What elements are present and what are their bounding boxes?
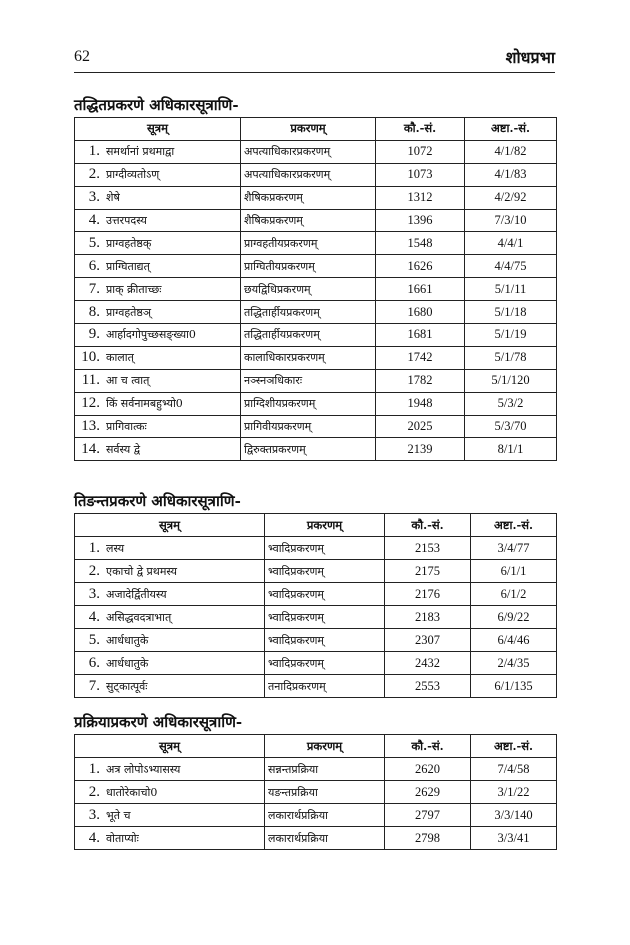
sutra-text: वोताप्योः (106, 831, 139, 845)
table-body (75, 758, 557, 850)
column-prakaranam-header: प्रकरणम् (265, 514, 385, 537)
serial-number: 7. (88, 677, 100, 694)
sutra-cell (75, 324, 241, 347)
ashtadhyayi-reference-cell: 4/1/82 (465, 140, 557, 163)
sutra-text: आर्धधातुके (106, 633, 149, 647)
prakaranam-cell: प्राग्दिशीयप्रकरणम् (241, 392, 376, 415)
serial-number: 11. (81, 372, 100, 389)
ashtadhyayi-reference-cell: 7/3/10 (465, 209, 557, 232)
prakaranam-cell: तद्धितार्हीयप्रकरणम् (241, 324, 376, 347)
kaumudi-number-cell: 2620 (385, 758, 471, 781)
prakaranam-cell: प्राग्वहतीयप्रकरणम् (241, 232, 376, 255)
table-row (75, 758, 557, 781)
kaumudi-number-cell: 1548 (376, 232, 465, 255)
sutra-cell (75, 415, 241, 438)
prakaranam-cell: द्विरुक्तप्रकरणम् (241, 438, 376, 461)
sutra-cell (75, 652, 265, 675)
section-taddhita (74, 95, 556, 461)
sutra-text: प्राग्वहतेष्ठक् (106, 236, 152, 250)
sutra-cell (75, 827, 265, 850)
table-header-row (75, 735, 557, 758)
section-heading: तद्धितप्रकरणे अधिकारसूत्राणि- (74, 96, 239, 114)
serial-number: 1. (88, 539, 100, 556)
kaumudi-number-cell: 2553 (385, 675, 471, 698)
serial-number: 12. (81, 395, 100, 412)
sutra-cell (75, 583, 265, 606)
sutra-text: अजादेर्द्वितीयस्य (106, 587, 167, 601)
sutra-text: प्राक् क्रीताच्छः (106, 282, 162, 296)
serial-number: 2. (88, 783, 100, 800)
sutra-cell (75, 369, 241, 392)
table-row (75, 652, 557, 675)
prakaranam-cell: शैषिकप्रकरणम् (241, 186, 376, 209)
table-row (75, 606, 557, 629)
sutra-text: उत्तरपदस्य (106, 214, 147, 227)
sutra-cell (75, 301, 241, 324)
table-row (75, 675, 557, 698)
table-row (75, 140, 557, 163)
ashtadhyayi-reference-cell: 3/3/140 (471, 804, 557, 827)
prakaranam-cell: अपत्याधिकारप्रकरणम् (241, 140, 376, 163)
serial-number: 7. (88, 280, 100, 297)
serial-number: 8. (88, 303, 100, 320)
table-row (75, 186, 557, 209)
prakaranam-cell: शैषिकप्रकरणम् (241, 209, 376, 232)
prakaranam-cell: कालाधिकारप्रकरणम् (241, 346, 376, 369)
prakaranam-cell: अपत्याधिकारप्रकरणम् (241, 163, 376, 186)
sutra-text: आर्हादगोपुच्छसङ्ख्या0 (106, 328, 196, 342)
sutra-table (74, 513, 557, 698)
ashtadhyayi-reference-cell: 4/4/1 (465, 232, 557, 255)
prakaranam-cell: तनादिप्रकरणम् (265, 675, 385, 698)
sutra-cell (75, 438, 241, 461)
kaumudi-number-cell: 2139 (376, 438, 465, 461)
sutra-text: भूते च (106, 808, 131, 822)
kaumudi-number-cell: 1948 (376, 392, 465, 415)
serial-number: 5. (88, 631, 100, 648)
kaumudi-number-cell: 1626 (376, 255, 465, 278)
sutra-text: प्रागिवात्कः (106, 420, 147, 434)
column-kaumudi-no-header: कौ.-सं. (385, 514, 471, 537)
table-row (75, 537, 557, 560)
sutra-text: एकाचो द्वे प्रथमस्य (106, 564, 178, 578)
sutra-text: प्राग्वहतेष्ठञ् (106, 305, 152, 319)
serial-number: 6. (88, 257, 100, 274)
table-row (75, 346, 557, 369)
table-header-row (75, 514, 557, 537)
prakaranam-cell: लकारार्थप्रक्रिया (265, 804, 385, 827)
ashtadhyayi-reference-cell: 3/1/22 (471, 781, 557, 804)
prakaranam-cell: भ्वादिप्रकरणम् (265, 629, 385, 652)
serial-number: 10. (81, 349, 100, 366)
serial-number: 3. (88, 806, 100, 823)
table-body (75, 537, 557, 698)
table-row (75, 827, 557, 850)
prakaranam-cell: भ्वादिप्रकरणम् (265, 583, 385, 606)
ashtadhyayi-reference-cell: 7/4/58 (471, 758, 557, 781)
column-ashtadhyayi-no-header: अष्टा.-सं. (465, 118, 557, 141)
table-row (75, 392, 557, 415)
table-row (75, 804, 557, 827)
kaumudi-number-cell: 2153 (385, 537, 471, 560)
page-header (74, 46, 555, 73)
table-row (75, 255, 557, 278)
kaumudi-number-cell: 2797 (385, 804, 471, 827)
prakaranam-cell: तद्धितार्हीयप्रकरणम् (241, 301, 376, 324)
table-row (75, 324, 557, 347)
sutra-text: असिद्धवदत्राभात् (106, 610, 172, 624)
serial-number: 5. (88, 234, 100, 251)
kaumudi-number-cell: 2629 (385, 781, 471, 804)
sutra-text: अत्र लोपोऽभ्यासस्य (106, 762, 181, 776)
prakaranam-cell: सन्नन्तप्रक्रिया (265, 758, 385, 781)
serial-number: 2. (88, 562, 100, 579)
sutra-cell (75, 606, 265, 629)
column-sutra-header: सूत्रम् (75, 735, 265, 758)
ashtadhyayi-reference-cell: 6/1/2 (471, 583, 557, 606)
sutra-cell (75, 140, 241, 163)
serial-number: 3. (88, 585, 100, 602)
sutra-text: प्राग्दीव्यतोऽण् (106, 168, 160, 182)
sutra-text: कालात् (106, 351, 134, 365)
sutra-table (74, 734, 557, 850)
running-title: शोधप्रभा (505, 48, 555, 67)
table-row (75, 629, 557, 652)
kaumudi-number-cell: 2176 (385, 583, 471, 606)
sutra-cell (75, 392, 241, 415)
sutra-cell (75, 675, 265, 698)
prakaranam-cell: भ्वादिप्रकरणम् (265, 537, 385, 560)
column-prakaranam-header: प्रकरणम् (265, 735, 385, 758)
kaumudi-number-cell: 1072 (376, 140, 465, 163)
prakaranam-cell: प्राग्घितीयप्रकरणम् (241, 255, 376, 278)
ashtadhyayi-reference-cell: 5/3/70 (465, 415, 557, 438)
table-row (75, 438, 557, 461)
page-number: 62 (74, 48, 90, 65)
ashtadhyayi-reference-cell: 6/1/1 (471, 560, 557, 583)
table-row (75, 232, 557, 255)
ashtadhyayi-reference-cell: 5/1/78 (465, 346, 557, 369)
ashtadhyayi-reference-cell: 3/4/77 (471, 537, 557, 560)
prakaranam-cell: छयद्विधिप्रकरणम् (241, 278, 376, 301)
ashtadhyayi-reference-cell: 4/2/92 (465, 186, 557, 209)
ashtadhyayi-reference-cell: 4/1/83 (465, 163, 557, 186)
sutra-text: सर्वस्य द्वे (106, 442, 141, 456)
kaumudi-number-cell: 1680 (376, 301, 465, 324)
sutra-cell (75, 209, 241, 232)
table-row (75, 209, 557, 232)
serial-number: 13. (81, 418, 100, 435)
sutra-text: प्राग्घिताद्यत् (106, 259, 150, 273)
prakaranam-cell: प्रागिवीयप्रकरणम् (241, 415, 376, 438)
kaumudi-number-cell: 2175 (385, 560, 471, 583)
column-kaumudi-no-header: कौ.-सं. (385, 735, 471, 758)
serial-number: 2. (88, 166, 100, 183)
serial-number: 4. (88, 829, 100, 846)
table-row (75, 301, 557, 324)
kaumudi-number-cell: 1396 (376, 209, 465, 232)
ashtadhyayi-reference-cell: 8/1/1 (465, 438, 557, 461)
kaumudi-number-cell: 1312 (376, 186, 465, 209)
sutra-cell (75, 629, 265, 652)
ashtadhyayi-reference-cell: 5/1/18 (465, 301, 557, 324)
sutra-cell (75, 537, 265, 560)
serial-number: 4. (88, 212, 100, 228)
sutra-text: किं सर्वनामबहुभ्यो0 (106, 397, 183, 411)
sutra-cell (75, 346, 241, 369)
ashtadhyayi-reference-cell: 5/1/120 (465, 369, 557, 392)
sutra-cell (75, 255, 241, 278)
table-row (75, 583, 557, 606)
column-prakaranam-header: प्रकरणम् (241, 118, 376, 141)
section-heading: प्रक्रियाप्रकरणे अधिकारसूत्राणि- (74, 713, 243, 731)
prakaranam-cell: भ्वादिप्रकरणम् (265, 606, 385, 629)
ashtadhyayi-reference-cell: 5/1/11 (465, 278, 557, 301)
serial-number: 1. (88, 760, 100, 777)
prakaranam-cell: भ्वादिप्रकरणम् (265, 652, 385, 675)
table-row (75, 415, 557, 438)
kaumudi-number-cell: 2307 (385, 629, 471, 652)
table-row (75, 163, 557, 186)
serial-number: 14. (81, 440, 100, 457)
table-row (75, 781, 557, 804)
ashtadhyayi-reference-cell: 4/4/75 (465, 255, 557, 278)
ashtadhyayi-reference-cell: 5/3/2 (465, 392, 557, 415)
prakaranam-cell: नञ्स्नञधिकारः (241, 369, 376, 392)
table-row (75, 278, 557, 301)
sutra-cell (75, 186, 241, 209)
sutra-text: सुट्कात्पूर्वः (106, 679, 148, 693)
column-sutra-header: सूत्रम् (75, 514, 265, 537)
sutra-cell (75, 232, 241, 255)
column-sutra-header: सूत्रम् (75, 118, 241, 141)
prakaranam-cell: यङन्तप्रक्रिया (265, 781, 385, 804)
serial-number: 3. (88, 189, 100, 206)
column-ashtadhyayi-no-header: अष्टा.-सं. (471, 514, 557, 537)
sutra-text: धातोरेकाचो0 (106, 785, 158, 799)
kaumudi-number-cell: 2183 (385, 606, 471, 629)
serial-number: 1. (88, 143, 100, 160)
kaumudi-number-cell: 2025 (376, 415, 465, 438)
sutra-text: समर्थानां प्रथमाद्वा (106, 145, 175, 159)
table-row (75, 369, 557, 392)
ashtadhyayi-reference-cell: 3/3/41 (471, 827, 557, 850)
table-body (75, 140, 557, 460)
section-heading: तिङन्तप्रकरणे अधिकारसूत्राणि- (74, 492, 241, 510)
sutra-cell (75, 804, 265, 827)
kaumudi-number-cell: 2798 (385, 827, 471, 850)
kaumudi-number-cell: 2432 (385, 652, 471, 675)
sutra-cell (75, 278, 241, 301)
ashtadhyayi-reference-cell: 6/9/22 (471, 606, 557, 629)
sutra-cell (75, 758, 265, 781)
serial-number: 9. (88, 326, 100, 343)
sutra-text: लस्य (106, 541, 125, 555)
prakaranam-cell: भ्वादिप्रकरणम् (265, 560, 385, 583)
ashtadhyayi-reference-cell: 2/4/35 (471, 652, 557, 675)
column-kaumudi-no-header: कौ.-सं. (376, 118, 465, 141)
sutra-cell (75, 781, 265, 804)
sutra-table (74, 117, 557, 461)
sutra-cell (75, 163, 241, 186)
sutra-text: शेषे (106, 191, 120, 205)
ashtadhyayi-reference-cell: 6/1/135 (471, 675, 557, 698)
prakaranam-cell: लकारार्थप्रक्रिया (265, 827, 385, 850)
kaumudi-number-cell: 1742 (376, 346, 465, 369)
kaumudi-number-cell: 1661 (376, 278, 465, 301)
table-row (75, 560, 557, 583)
column-ashtadhyayi-no-header: अष्टा.-सं. (471, 735, 557, 758)
ashtadhyayi-reference-cell: 5/1/19 (465, 324, 557, 347)
sutra-text: आर्धधातुके (106, 656, 149, 670)
kaumudi-number-cell: 1782 (376, 369, 465, 392)
table-header-row (75, 118, 557, 141)
sutra-cell (75, 560, 265, 583)
kaumudi-number-cell: 1073 (376, 163, 465, 186)
sutra-text: आ च त्वात् (106, 374, 150, 388)
section-prakriya (74, 712, 556, 850)
ashtadhyayi-reference-cell: 6/4/46 (471, 629, 557, 652)
section-tinanta (74, 491, 556, 698)
serial-number: 6. (88, 654, 100, 671)
kaumudi-number-cell: 1681 (376, 324, 465, 347)
serial-number: 4. (88, 608, 100, 625)
